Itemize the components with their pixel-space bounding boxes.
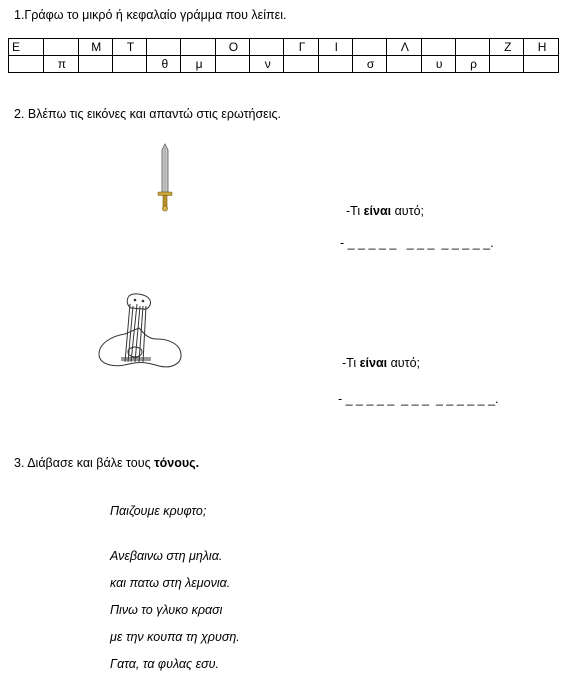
exercise3-title — [14, 456, 199, 470]
exercise1-title: 1.Γράφω το μικρό ή κεφαλαίο γράμμα που λείπει. — [14, 8, 287, 22]
grid-cell[interactable]: Γ — [284, 39, 318, 56]
grid-row-upper — [9, 39, 559, 56]
question-1-suffix: αυτό; — [391, 204, 425, 218]
grid-cell[interactable]: Τ — [112, 39, 146, 56]
sword-image — [150, 142, 180, 214]
grid-cell[interactable] — [421, 39, 455, 56]
question-1-prefix: -Τι — [346, 204, 364, 218]
grid-cell[interactable]: υ — [421, 56, 455, 73]
grid-cell[interactable] — [250, 39, 284, 56]
grid-cell[interactable]: μ — [181, 56, 215, 73]
question-2-suffix: αυτό; — [387, 356, 421, 370]
grid-cell[interactable]: Λ — [387, 39, 421, 56]
exercise2-title: 2. Βλέπω τις εικόνες και απαντώ στις ερωτήσεις. — [14, 107, 282, 121]
answer-line-2[interactable]: - _ _ _ _ _ _ _ _ _ _ _ _ _ _. — [338, 392, 499, 406]
grid-cell[interactable]: π — [44, 56, 78, 73]
poem-line: με την κουπα τη χρυση. — [110, 630, 240, 644]
letter-grid — [8, 38, 559, 73]
grid-row-lower — [9, 56, 559, 73]
poem-line: και πατω στη λεμονια. — [110, 576, 231, 590]
poem-line: Γατα, τα φυλας εσυ. — [110, 657, 219, 671]
grid-cell[interactable] — [112, 56, 146, 73]
grid-cell[interactable]: ν — [250, 56, 284, 73]
grid-cell[interactable] — [318, 56, 352, 73]
grid-cell[interactable] — [524, 56, 558, 73]
grid-cell[interactable] — [284, 56, 318, 73]
grid-cell[interactable]: ρ — [455, 56, 489, 73]
grid-cell[interactable]: σ — [352, 56, 386, 73]
grid-cell[interactable]: θ — [147, 56, 181, 73]
grid-cell[interactable] — [455, 39, 489, 56]
grid-cell[interactable] — [490, 56, 524, 73]
grid-cell[interactable] — [352, 39, 386, 56]
question-1 — [346, 204, 424, 218]
answer-line-1[interactable]: - _ _ _ _ _ _ _ _ _ _ _ _ _. — [340, 236, 494, 250]
poem-line: Πινω το γλυκο κρασι — [110, 603, 223, 617]
grid-cell[interactable]: Ε — [9, 39, 44, 56]
grid-cell[interactable] — [215, 56, 249, 73]
grid-cell[interactable]: Ο — [215, 39, 249, 56]
grid-cell[interactable] — [387, 56, 421, 73]
question-2 — [342, 356, 420, 370]
poem-line: Παιζουμε κρυφτο; — [110, 504, 207, 518]
exercise3-title-bold: τόνους. — [154, 456, 200, 470]
grid-cell[interactable]: Η — [524, 39, 558, 56]
grid-cell[interactable]: Ζ — [490, 39, 524, 56]
guitar-image — [95, 292, 185, 374]
grid-cell[interactable] — [181, 39, 215, 56]
grid-cell[interactable] — [78, 56, 112, 73]
question-2-prefix: -Τι — [342, 356, 360, 370]
grid-cell[interactable] — [147, 39, 181, 56]
question-2-bold: είναι — [359, 356, 388, 370]
grid-cell[interactable]: Μ — [78, 39, 112, 56]
question-1-bold: είναι — [363, 204, 392, 218]
poem-line: Ανεβαινω στη μηλια. — [110, 549, 223, 563]
grid-cell[interactable]: Ι — [318, 39, 352, 56]
grid-cell[interactable] — [44, 39, 78, 56]
exercise3-title-prefix: 3. Διάβασε και βάλε τους — [14, 456, 155, 470]
grid-cell[interactable] — [9, 56, 44, 73]
